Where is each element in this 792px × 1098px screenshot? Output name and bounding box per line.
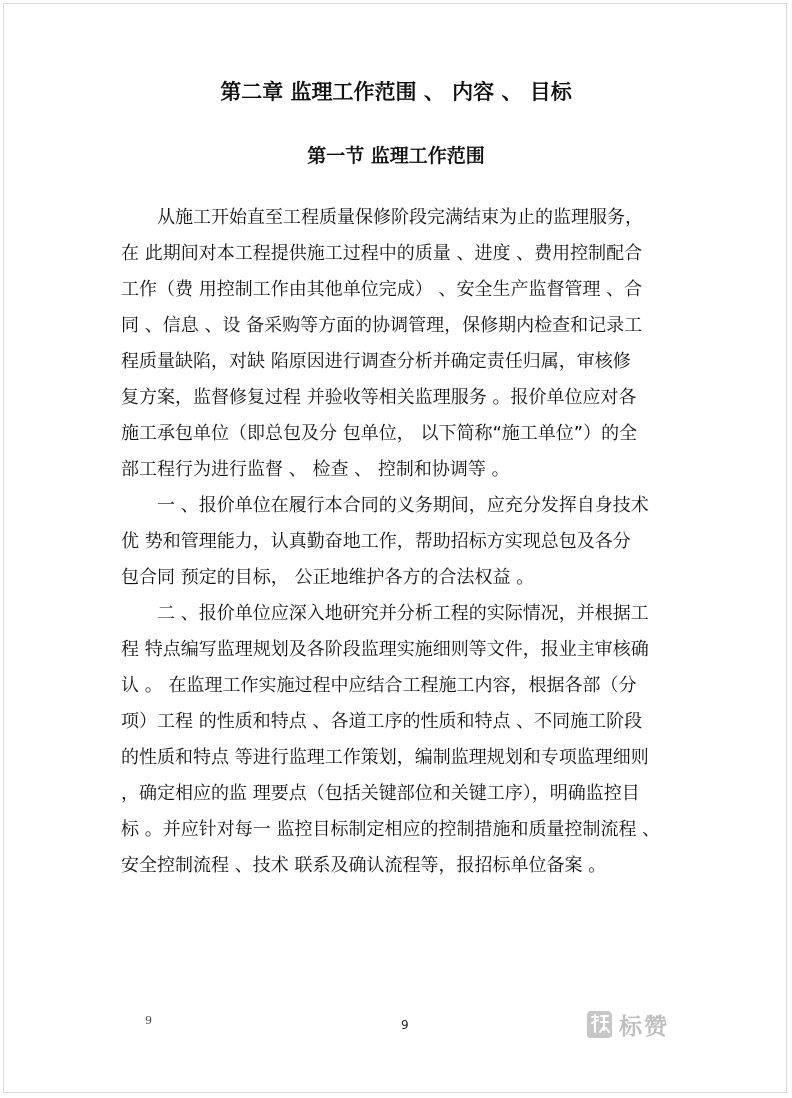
biaozan-logo-icon	[585, 1008, 615, 1040]
paragraph-line: 标 。并应针对每一 监控目标制定相应的控制措施和质量控制流程 、	[121, 819, 661, 840]
paragraph-line: 工作（费 用控制工作由其他单位完成） 、安全生产监督管理 、合	[121, 279, 643, 300]
paragraph-line: ，确定相应的监 理要点（包括关键部位和关键工序），明确监控目	[121, 783, 640, 804]
paragraph-line: 从施工开始直至工程质量保修阶段完满结束为止的监理服务，	[157, 207, 643, 228]
paragraph-line: 程质量缺陷，对缺 陷原因进行调查分析并确定责任归属，审核修	[121, 351, 631, 372]
section-title: 第一节 监理工作范围	[307, 145, 485, 167]
paragraph-line: 二 、报价单位应深入地研究并分析工程的实际情况，并根据工	[157, 603, 649, 624]
paragraph-line: 包合同 预定的目标， 公正地维护各方的合法权益 。	[121, 567, 535, 588]
watermark-text: 标赞	[619, 1013, 669, 1040]
paragraph-line: 施工承包单位（即总包及分 包单位， 以下简称“施工单位”）的全	[121, 423, 638, 444]
paragraph-line: 程 特点编写监理规划及各阶段监理实施细则等文件，报业主审核确	[121, 639, 649, 660]
paragraph-line: 项）工程 的性质和特点 、各道工序的性质和特点 、不同施工阶段	[121, 711, 643, 732]
paragraph-line: 在 此期间对本工程提供施工过程中的质量 、进度 、费用控制配合	[121, 243, 643, 264]
paragraph-line: 一 、报价单位在履行本合同的义务期间，应充分发挥自身技术	[157, 495, 649, 516]
paragraph-line: 的性质和特点 等进行监理工作策划，编制监理规划和专项监理细则	[121, 747, 649, 768]
page-number-left: 9	[145, 1014, 152, 1027]
paragraph-line: 认 。 在监理工作实施过程中应结合工程施工内容，根据各部（分	[121, 675, 637, 696]
chapter-title: 第二章 监理工作范围 、 内容 、 目标	[220, 80, 572, 104]
paragraph-line: 复方案，监督修复过程 并验收等相关监理服务 。报价单位应对各	[121, 387, 637, 408]
paragraph-line: 优 势和管理能力，认真勤奋地工作，帮助招标方实现总包及各分	[121, 531, 631, 552]
paragraph-line: 同 、信息 、设 备采购等方面的协调管理，保修期内检查和记录工	[121, 315, 643, 336]
paragraph-line: 安全控制流程 、技术 联系及确认流程等，报招标单位备案 。	[121, 855, 607, 876]
page-number-center: 9	[401, 1018, 409, 1032]
watermark	[585, 1006, 669, 1042]
paragraph-line: 部工程行为进行监督 、 检查 、 控制和协调等 。	[121, 459, 510, 480]
